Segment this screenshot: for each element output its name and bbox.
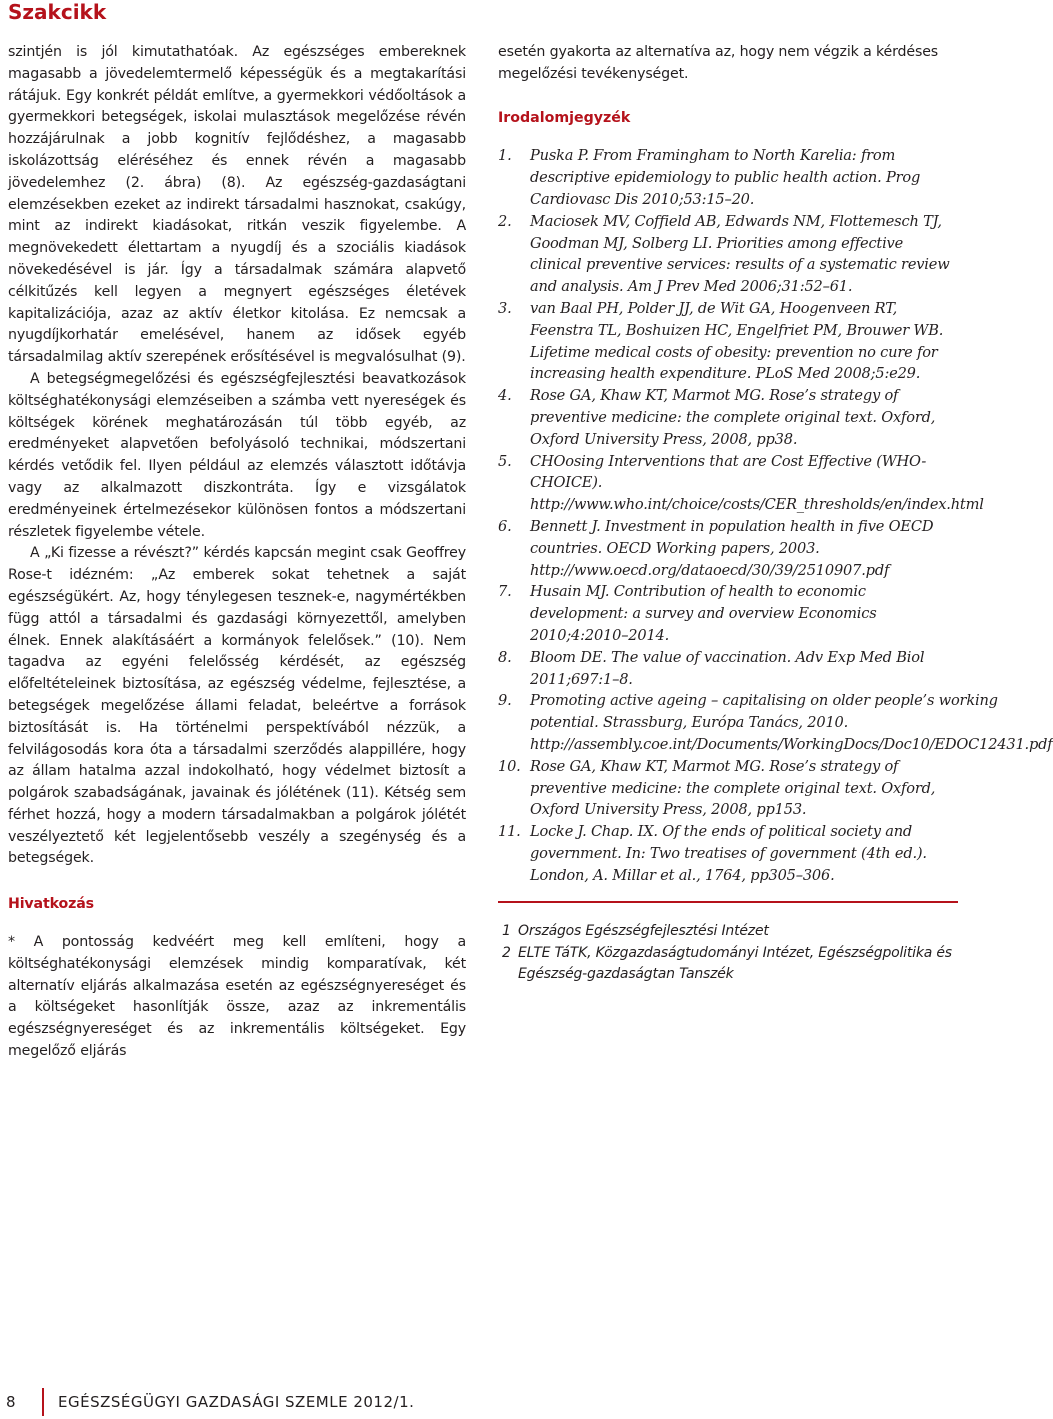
references-heading: Irodalomjegyzék [498,109,631,126]
reference-number: 6. [498,517,512,535]
footnote-text: * A pontosság kedvéért meg kell említeni, hogy a költséghatékonysági elemzések mindig komparatívak, két alternatív eljárás alkalmazása esetén az egészségnyereséget és a költségeket hasonlítják össze, azaz az inkrementális egészségnyereséget és az inkrementális költségeket. Egy megelőző eljárás [8,934,466,1060]
footer-divider [42,1388,44,1416]
reference-number: 7. [498,583,512,601]
page-footer [0,1387,414,1417]
body-paragraph-3: A „Ki fizesse a révészt?” kérdés kapcsán megint csak Geoffrey Rose-t idézném: „Az emberek sokat tehetnek a saját egészségükért. Az, hogy ténylegesen tesznek-e, nagymértékben függ attól a társadalmi és gazdasági környezettől, amelyben élnek. Ennek alakításáért a kormányok felelősek.” (10). Nem tagadva az egyéni felelősség kérdését, az egészség előfeltételeinek biztosítása, az egészség védelme, fejlesztése, a betegségek megelőzése állami feladat, beleértve a források biztosítását is. Ha történelmi perspektívából nézzük, a felvilágosodás kora óta a társadalmi szerződés alappillére, hogy az állam hatalma azzal indokolható, hogy védelmet biztosít a polgárok szabadságának, javainak és jólétének (11). Kétség sem férhet hozzá, hogy a modern társadalmakban a polgárok jólétét veszélyeztető két legjelentősebb veszély a szegénység és a betegségek. [8,545,466,867]
affiliation-number: 1 [502,923,511,940]
reference-number: 5. [498,452,512,470]
reference-text: Promoting active ageing – capitalising on older people’s working potential. Strassburg, Európa Tanács, 2010. http://assembly.coe.int/Documents/WorkingDocs/Doc10/EDOC12431.pdf [530,692,1053,753]
reference-number: 1. [498,147,512,165]
reference-text: Rose GA, Khaw KT, Marmot MG. Rose’s strategy of preventive medicine: the complete original text. Oxford, Oxford University Press, 2008, pp153. [530,757,936,819]
reference-number: 10. [498,757,521,775]
reference-item [498,647,958,691]
left-column [8,42,466,1063]
reference-number: 4. [498,387,512,405]
reference-text: Bloom DE. The value of vaccination. Adv Exp Med Biol 2011;697:1–8. [530,648,925,688]
reference-item [498,298,958,385]
reference-text: Maciosek MV, Coffield AB, Edwards NM, Flottemesch TJ, Goodman MJ, Solberg LI. Priorities among effective clinical preventive services: results of a systematic review and analysis. Am J Prev Med 2006;31:52–61. [530,212,950,296]
reference-text: CHOosing Interventions that are Cost Effective (WHO-CHOICE). http://www.who.int/choice/costs/CER_thresholds/en/index.html [530,452,984,514]
journal-name: EGÉSZSÉGÜGYI GAZDASÁGI SZEMLE 2012/1. [58,1393,415,1411]
reference-item [498,516,958,581]
reference-number: 9. [498,692,512,710]
reference-item [498,145,958,210]
reference-number: 2. [498,212,512,230]
reference-number: 11. [498,823,521,841]
reference-text: Locke J. Chap. IX. Of the ends of political society and government. In: Two treatises of government (4th ed.). London, A. Millar et al., 1764, pp305–306. [530,823,927,884]
reference-number: 8. [498,648,512,666]
affiliation-text: ELTE TáTK, Közgazdaságtudományi Intézet, Egészségpolitika és Egészség-gazdaságtan Tanszék [518,944,952,983]
reference-text: Bennett J. Investment in population health in five OECD countries. OECD Working papers, 2003. http://www.oecd.org/dataoecd/30/39/2510907.pdf [530,517,934,579]
reference-number: 3. [498,299,512,317]
reference-list [498,145,1053,886]
reference-text: van Baal PH, Polder JJ, de Wit GA, Hoogenveen RT, Feenstra TL, Boshuizen HC, Engelfriet PM, Brouwer WB. Lifetime medical costs of obesity: prevention no cure for increasing health expenditure. PLoS Med 2008;5:e29. [530,299,944,383]
reference-text: Husain MJ. Contribution of health to economic development: a survey and overview Economics 2010;4:2010–2014. [530,583,877,644]
footnote-continuation: esetén gyakorta az alternatíva az, hogy nem végzik a kérdéses megelőzési tevékenységet. [498,44,939,82]
hivatkozas-heading: Hivatkozás [8,896,94,913]
section-label: Szakcikk [8,0,107,24]
reference-item [498,385,958,450]
reference-text: Rose GA, Khaw KT, Marmot MG. Rose’s strategy of preventive medicine: the complete original text. Oxford, Oxford University Press, 2008, pp38. [530,387,936,448]
reference-item [498,756,958,821]
divider-rule [498,901,958,903]
reference-text: Puska P. From Framingham to North Karelia: from descriptive epidemiology to public health action. Prog Cardiovasc Dis 2010;53:15–20. [530,147,921,208]
body-paragraph-2: A betegségmegelőzési és egészségfejlesztési beavatkozások költséghatékonysági elemzéseiben a számba vett nyereségek és költségek körének meghatározásán túl több egyéb, az eredményeket alapvetően befolyásoló technikai, módszertani kérdés vetődik fel. Ilyen például az elemzés választott időtávja vagy az alkalmazott diszkontráta. Így e vizsgálatok eredményeinek értelmezésekor különösen fontos a módszertani részletek figyelembe vétele. [8,370,466,540]
affiliation-number: 2 [502,944,511,961]
body-paragraph-1: szintjén is jól kimutathatóak. Az egészséges embereknek magasabb a jövedelemtermelő képességük és a megtakarítási rátájuk. Egy konkrét példát említve, a gyermekkori védőoltások a gyermekkori betegségek, iskolai mulasztások megelőzése révén hozzájárulnak a jobb kognitív fejlődéshez, a magasabb iskolázottság eléréséhez és ennek révén a magasabb jövedelemhez (2. ábra) (8). Az egészség-gazdaságtani elemzésekben ezeket az indirekt társadalmi hasznokat, csakúgy, mint az indirekt kiadásokat, ritkán veszik figyelembe. A megnövekedett élettartam a nyugdíj és a szociális kiadások növekedésével is jár. Így a társadalmak számára alapvető célkitűzés kell legyen a megnyert egészséges életévek kapitalizációja, azaz az aktív életkor kitolása. Ez nemcsak a nyugdíjkorhatár emelésével, hanem az idősek egyéb társadalmilag aktív szerepének erősítésével is megvalósulhat (9). [8,44,466,366]
affiliation-text: Országos Egészségfejlesztési Intézet [518,923,769,940]
reference-item [498,821,958,886]
affiliation-item [498,943,958,986]
reference-item [498,581,958,646]
reference-item [498,211,958,298]
right-column [498,42,1053,986]
affiliations [498,921,958,986]
page-number: 8 [6,1393,16,1411]
reference-item [498,690,1053,755]
affiliation-item [498,921,958,943]
reference-item [498,451,984,516]
